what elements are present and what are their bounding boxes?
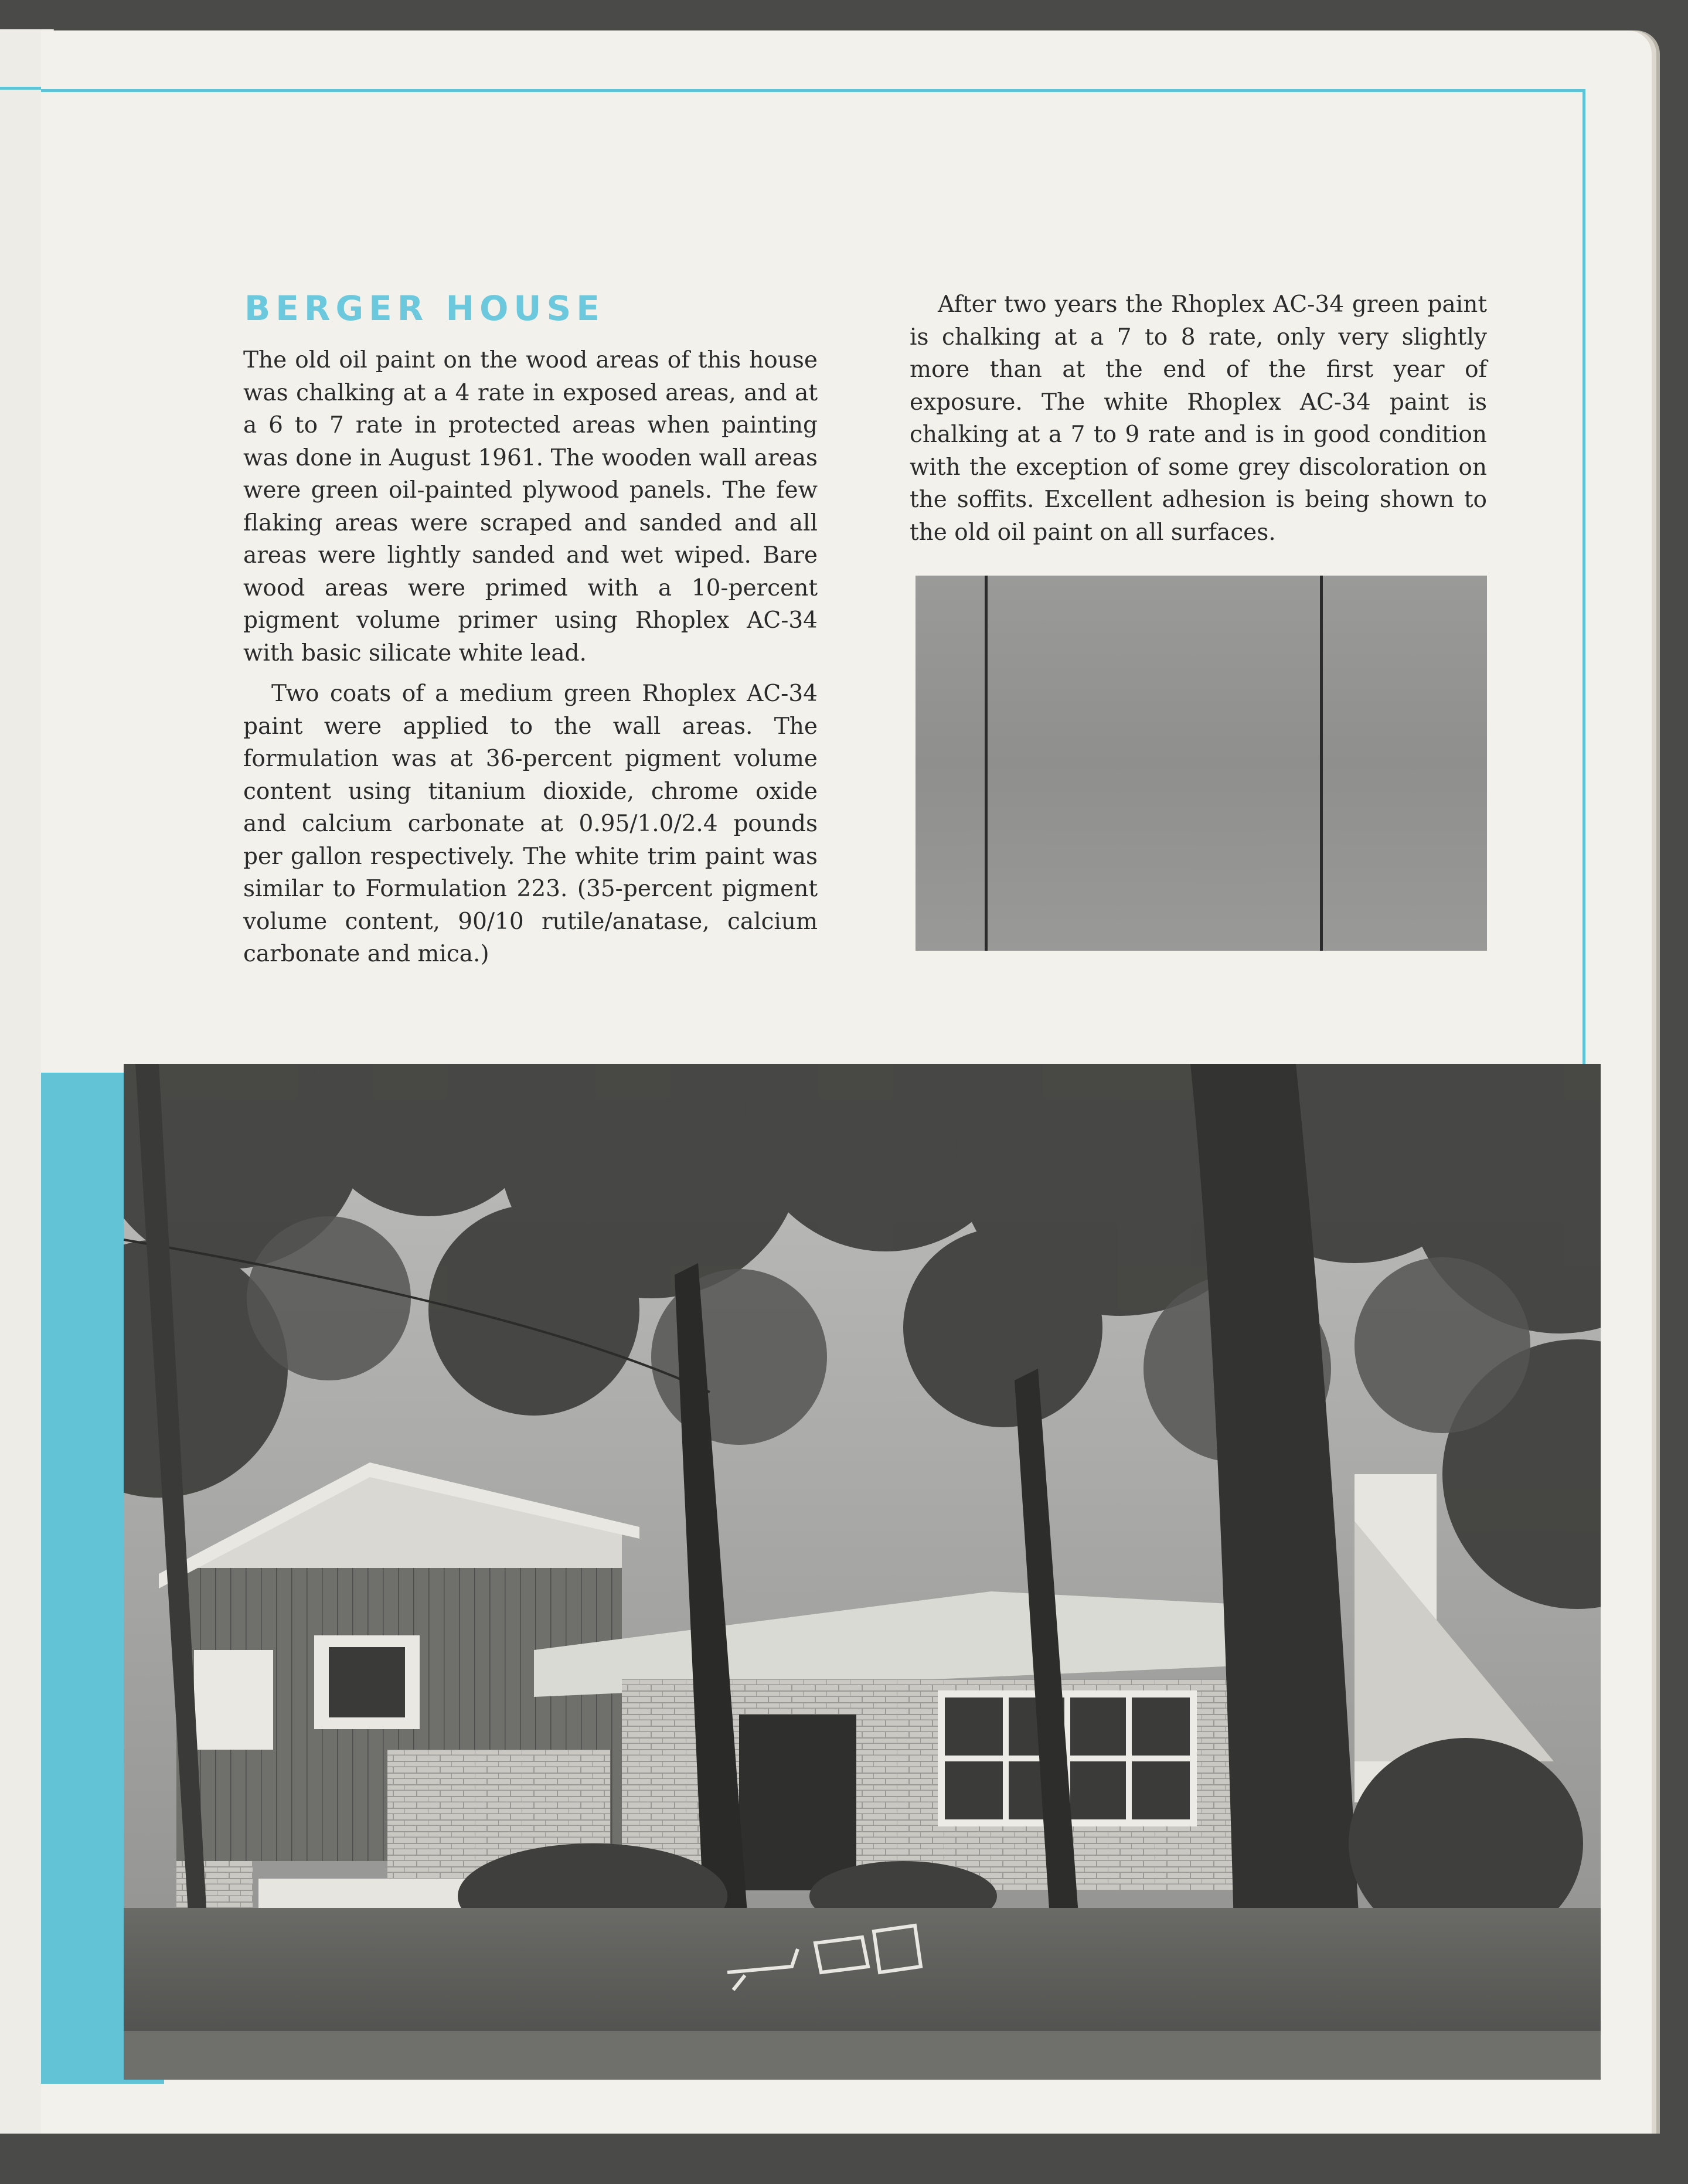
right-text-column bbox=[910, 288, 1487, 549]
page-title: BERGER HOUSE bbox=[244, 288, 605, 328]
paragraph: After two years the Rhoplex AC-34 green paint is chalking at a 7 to 8 rate, only very slightly more than at the end of the first year of exposure. The white Rhoplex AC-34 paint is chalking at a 7 to 9 rate and is in good condition with the exception of some grey discoloration on the soffits. Excellent adhesion is being shown to the old oil paint on all surfaces. bbox=[910, 291, 1487, 546]
paragraph: The old oil paint on the wood areas of this house was chalking at a 4 rate in exposed areas, and at a 6 to 7 rate in protected areas when painting was done in August 1961. The wooden wall areas were green oil-painted plywood panels. The few flaking areas were scraped and sanded and all areas were lightly sanded and wet wiped. Bare wood areas were primed with a 10-percent pigment volume primer using Rhoplex AC-34 with basic silicate white lead. bbox=[243, 347, 818, 666]
paragraph: Two coats of a medium green Rhoplex AC-34 paint were applied to the wall areas. The formulation was at 36-percent pigment volume content using titanium dioxide, chrome oxide and calcium carbonate at 0.95/1.0/2.4 pounds per gallon respectively. The white trim paint was similar to Formulation 223. (35-percent pigment volume content, 90/10 rutile/anatase, calcium carbonate and mica.) bbox=[243, 681, 818, 967]
panel-groove bbox=[985, 576, 988, 951]
house-photo bbox=[124, 1064, 1601, 2080]
left-text-column bbox=[243, 344, 818, 971]
panel-closeup-photo bbox=[916, 576, 1487, 951]
panel-groove bbox=[1320, 576, 1323, 951]
brochure-page bbox=[41, 30, 1652, 2134]
